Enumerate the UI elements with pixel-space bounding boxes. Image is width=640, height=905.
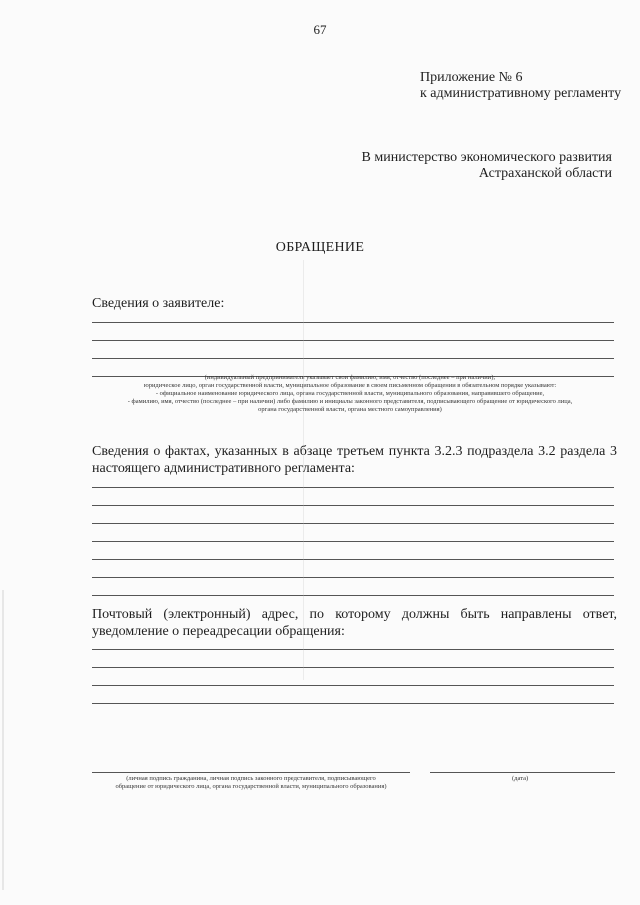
addressee-line-1: В министерство экономического развития <box>361 150 612 165</box>
note-line: - официальное наименование юридического лица, органа государственной власти, муниципального образования, направившего обращение, <box>155 390 545 397</box>
fill-line <box>92 506 614 524</box>
facts-fill-lines <box>92 470 614 596</box>
note-line: юридическое лицо, орган государственной власти, муниципальное образование в своем письменном обращении в обязательном порядке указывают: <box>143 382 557 389</box>
signature-line <box>92 772 410 773</box>
appendix-reference <box>420 70 621 102</box>
fill-line <box>92 560 614 578</box>
appendix-line-1: Приложение № 6 <box>420 70 523 85</box>
address-label: Почтовый (электронный) адрес, по которому должны быть направлены ответ, уведомление о переадресации обращения: <box>92 607 617 639</box>
appendix-line-2: к административному регламенту <box>420 86 622 101</box>
fill-line <box>92 305 614 323</box>
note-line: органа государственной власти, органа местного самоуправления) <box>258 406 442 413</box>
fill-line <box>92 323 614 341</box>
fill-line <box>92 650 614 668</box>
date-line <box>430 772 615 773</box>
applicant-label: Сведения о заявителе: <box>92 296 225 311</box>
signature-note-line: (личная подпись гражданина, личная подпись законного представителя, подписывающего <box>126 775 376 782</box>
fill-line <box>92 341 614 359</box>
addressee-line-2: Астраханской области <box>478 166 612 181</box>
signature-note-line: обращение от юридического лица, органа государственной власти, муниципального образования) <box>115 783 387 790</box>
fill-line <box>92 686 614 704</box>
applicant-instruction-note <box>80 374 620 414</box>
date-label: (дата) <box>512 775 529 782</box>
fill-line <box>92 668 614 686</box>
document-title: ОБРАЩЕНИЕ <box>275 240 365 255</box>
fill-line <box>92 578 614 596</box>
note-line: (индивидуальный предприниматель указывает свои фамилию, имя, отчество (последнее – при наличии); <box>204 374 496 381</box>
fill-line <box>92 524 614 542</box>
signature-note <box>92 775 410 791</box>
fill-line <box>92 470 614 488</box>
fill-line <box>92 542 614 560</box>
page-number: 67 <box>313 22 327 37</box>
note-line: - фамилию, имя, отчество (последнее – при наличии) либо фамилию и инициалы законного представителя, подписывающего обращение от юридического лица, <box>127 398 573 405</box>
address-fill-lines <box>92 632 614 704</box>
facts-label: Сведения о фактах, указанных в абзаце третьем пункта 3.2.3 подраздела 3.2 раздела 3 настоящего административного регламента: <box>92 444 617 476</box>
fill-line <box>92 632 614 650</box>
addressee-block <box>362 150 612 182</box>
applicant-fill-lines <box>92 305 614 377</box>
scan-fold-mark <box>303 260 304 680</box>
fill-line <box>92 488 614 506</box>
scan-edge-mark <box>2 590 4 890</box>
